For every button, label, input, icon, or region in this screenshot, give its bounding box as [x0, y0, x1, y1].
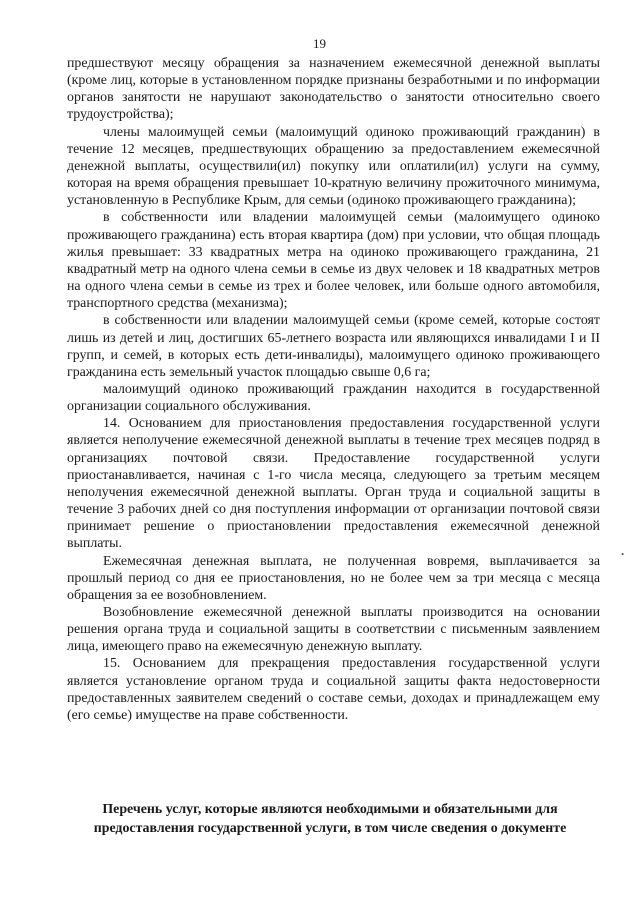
paragraph: в собственности или владении малоимущей семьи (малоимущего одиноко проживающего гражданина) есть вторая квартира (дом) при условии, что общая площадь жилья превышает: 33 квадратных метра на одиноко проживающего гражданина, 21 квадратный метр на одного члена семьи в семье из двух человек и 18 квадратных метров на одного члена семьи в семье из трех и более человек, или больше одного автомобиля, транспортного средства (механизма);: [67, 210, 600, 312]
paragraph: Возобновление ежемесячной денежной выплаты производится на основании решения органа труда и социальной защиты в соответствии с письменным заявлением лица, имеющего право на ежемесячную денежную выплату.: [67, 605, 600, 655]
paragraph: члены малоимущей семьи (малоимущий одиноко проживающий гражданин) в течение 12 месяцев, предшествующих обращению за предоставлением ежемесячной денежной выплаты, осуществили(ил) покупку или оплатили(ил) услуги на сумму, которая на время обращения превышает 10-кратную величину прожиточного минимума, установленную в Республике Крым, для семьи (одиноко проживающего гражданина);: [67, 124, 600, 209]
margin-mark: •: [619, 548, 626, 560]
paragraph: предшествуют месяцу обращения за назначением ежемесячной денежной выплаты (кроме лиц, которые в установленном порядке признаны безработными и по информации органов занятости не нарушают законодательство о занятости относительно своего трудоустройства);: [67, 56, 600, 123]
body-text: [67, 55, 600, 724]
paragraph: Ежемесячная денежная выплата, не полученная вовремя, выплачивается за прошлый период со дня ее приостановления, но не более чем за три месяца с месяца обращения за ее возобновлением.: [67, 553, 600, 603]
paragraph-section-14: 14. Основанием для приостановления предоставления государственной услуги является неполучение ежемесячной денежной выплаты в течение трех месяцев подряд в организациях почтовой связи. Предоставление государственной услуги приостанавливается, начиная с 1-го числа месяца, следующего за третьим месяцем неполучения ежемесячной денежной выплаты. Орган труда и социальной защиты в течение 3 рабочих дней со дня поступления информации от организации почтовой связи принимает решение о приостановлении предоставления ежемесячной денежной выплаты.: [67, 416, 600, 552]
heading-line: предоставления государственной услуги, в том числе сведения о документе: [93, 821, 567, 836]
heading-line: Перечень услуг, которые являются необходимыми и обязательными для: [102, 802, 558, 817]
paragraph-section-15: 15. Основанием для прекращения предоставления государственной услуги является установление органом труда и социальной защиты факта недостоверности предоставленных заявителем сведений о составе семьи, доходах и принадлежащем ему (его семье) имуществе на праве собственности.: [67, 656, 600, 723]
paragraph: в собственности или владении малоимущей семьи (кроме семей, которые состоят лишь из детей и лиц, достигших 65-летнего возраста или являющихся инвалидами I и II групп, и семей, в которых есть дети-инвалиды), малоимущего одиноко проживающего гражданина есть земельный участок площадью свыше 0,6 га;: [67, 313, 600, 380]
page-number: 19: [313, 36, 326, 51]
paragraph: малоимущий одиноко проживающий гражданин находится в государственной организации социального обслуживания.: [67, 381, 600, 415]
section-heading: [60, 800, 600, 838]
